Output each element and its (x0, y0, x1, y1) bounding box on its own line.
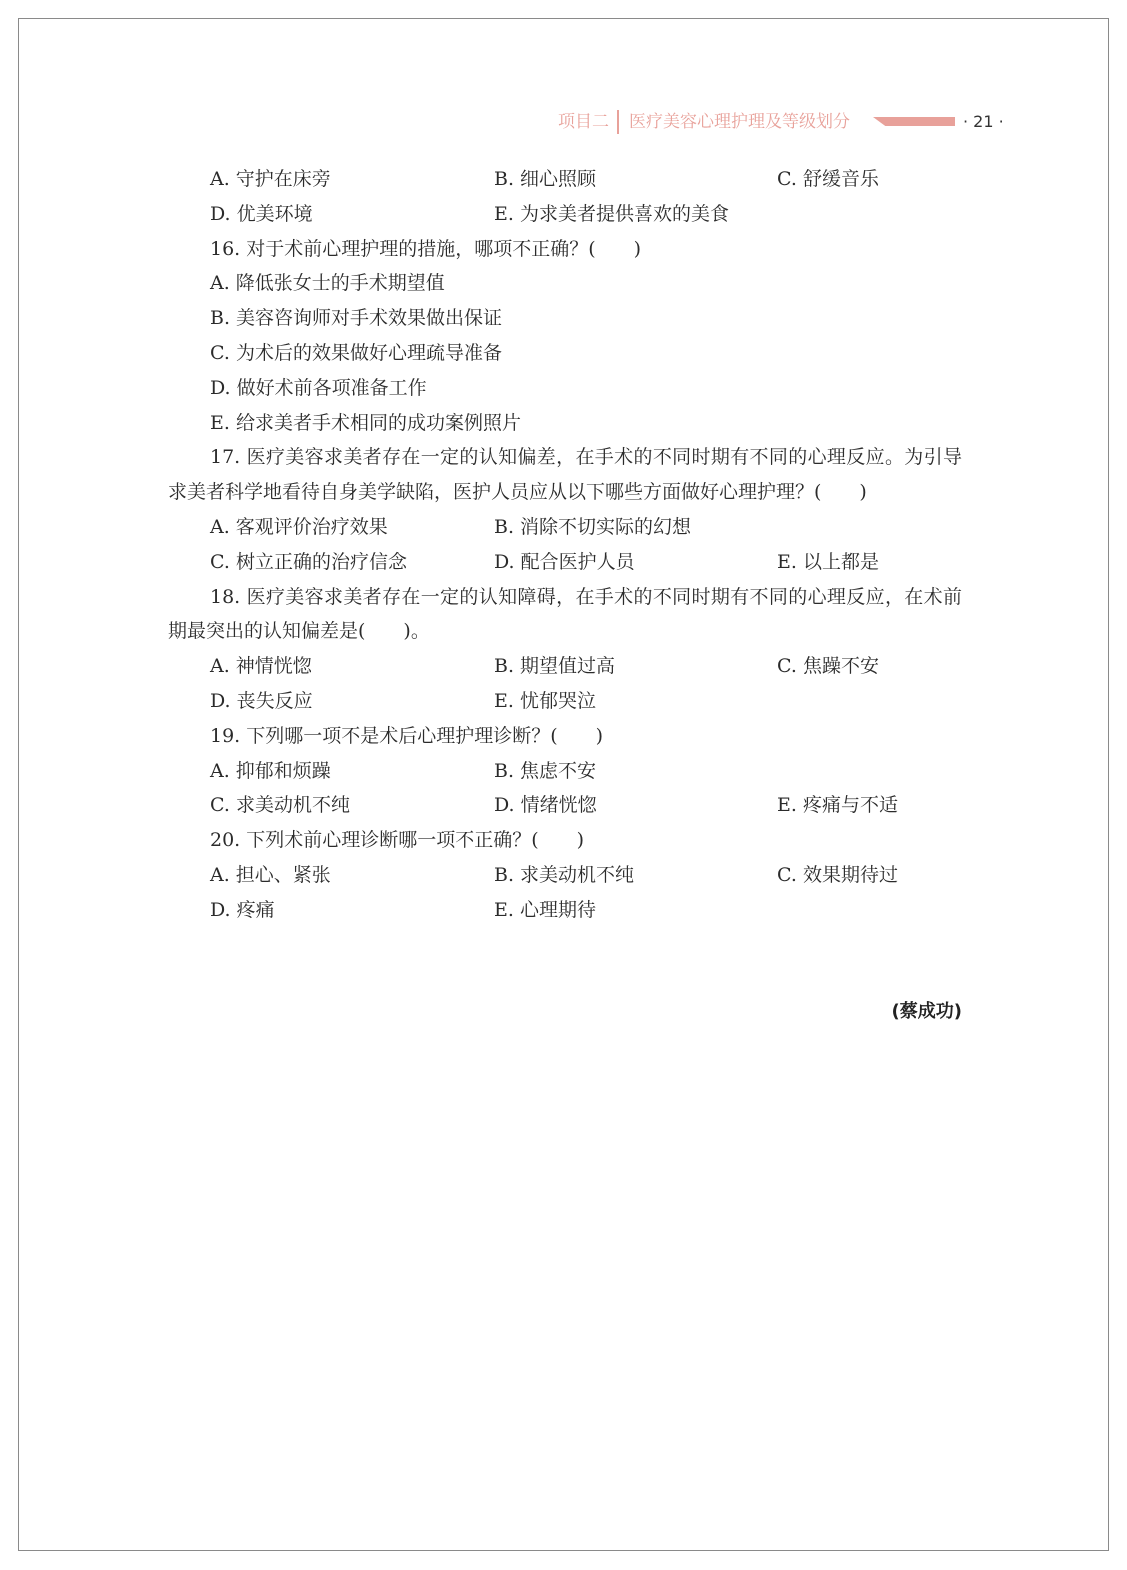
q19-options-row-1 (168, 754, 968, 789)
q16-option-b: B. 美容咨询师对手术效果做出保证 (210, 307, 503, 330)
q15-options-row-2 (168, 197, 968, 232)
q16-option-e: E. 给求美者手术相同的成功案例照片 (210, 411, 521, 434)
q15-options-row-1 (168, 162, 968, 197)
q18-option-c: C. 焦躁不安 (777, 655, 879, 678)
q15-option-b: B. 细心照顾 (494, 168, 597, 190)
q17-option-e: E. 以上都是 (777, 550, 879, 573)
q20-stem: 20. 下列术前心理诊断哪一项不正确？( ) (210, 829, 585, 852)
q15-option-e: E. 为求美者提供喜欢的美食 (494, 202, 729, 225)
q19-stem: 19. 下列哪一项不是术后心理护理诊断？( ) (210, 724, 604, 747)
q20-options-row-2 (168, 893, 968, 928)
q20-option-b: B. 求美动机不纯 (494, 863, 635, 886)
q15-option-a: A. 守护在床旁 (210, 168, 331, 190)
q17-options-row-2 (168, 545, 968, 580)
q17-option-c: C. 树立正确的治疗信念 (210, 550, 407, 573)
q17-option-a: A. 客观评价治疗效果 (210, 515, 388, 538)
q19-options-row-2 (168, 788, 968, 823)
q18-option-d: D. 丧失反应 (210, 689, 313, 712)
q16-option-c: C. 为术后的效果做好心理疏导准备 (210, 341, 502, 364)
header-accent-bar (873, 117, 955, 126)
q16-stem: 16. 对于术前心理护理的措施，哪项不正确？( ) (210, 237, 642, 260)
q18-options-row-1 (168, 649, 968, 684)
q18-option-e: E. 忧郁哭泣 (494, 689, 596, 712)
question-list (168, 162, 968, 928)
q19-option-b: B. 焦虑不安 (494, 759, 597, 782)
q20-options-row-1 (168, 858, 968, 893)
q19-option-c: C. 求美动机不纯 (210, 794, 350, 817)
q17-options-row-1 (168, 510, 968, 545)
q16-option-a: A. 降低张女士的手术期望值 (210, 272, 445, 295)
q15-option-d: D. 优美环境 (210, 202, 313, 225)
q20-option-c: C. 效果期待过 (777, 863, 898, 886)
q20-option-e: E. 心理期待 (494, 898, 596, 921)
q17-stem: 17. 医疗美容求美者存在一定的认知偏差，在手术的不同时期有不同的心理反应。为引导求美者科学地看待自身美学缺陷，医护人员应从以下哪些方面做好心理护理？( ) (168, 446, 962, 504)
q18-option-a: A. 神情恍惚 (210, 655, 312, 678)
q19-option-e: E. 疼痛与不适 (777, 794, 898, 817)
header-project: 项目二 (558, 112, 609, 132)
q18-options-row-2 (168, 684, 968, 719)
q17-option-d: D. 配合医护人员 (494, 550, 635, 573)
running-header (0, 108, 1127, 136)
q20-option-a: A. 担心、紧张 (210, 863, 331, 886)
author-credit: (蔡成功) (891, 1001, 962, 1022)
q17-option-b: B. 消除不切实际的幻想 (494, 515, 692, 538)
header-divider (617, 110, 619, 134)
q16-option-d: D. 做好术前各项准备工作 (210, 376, 427, 399)
q18-stem: 18. 医疗美容求美者存在一定的认知障碍，在手术的不同时期有不同的心理反应，在术前期最突出的认知偏差是( )。 (168, 585, 962, 643)
header-chapter-title: 医疗美容心理护理及等级划分 (629, 112, 850, 132)
q19-option-d: D. 情绪恍惚 (494, 794, 597, 817)
q19-option-a: A. 抑郁和烦躁 (210, 759, 331, 782)
q20-option-d: D. 疼痛 (210, 898, 275, 921)
page-number: · 21 · (963, 112, 1004, 131)
q18-option-b: B. 期望值过高 (494, 655, 616, 678)
q15-option-c: C. 舒缓音乐 (777, 168, 879, 190)
